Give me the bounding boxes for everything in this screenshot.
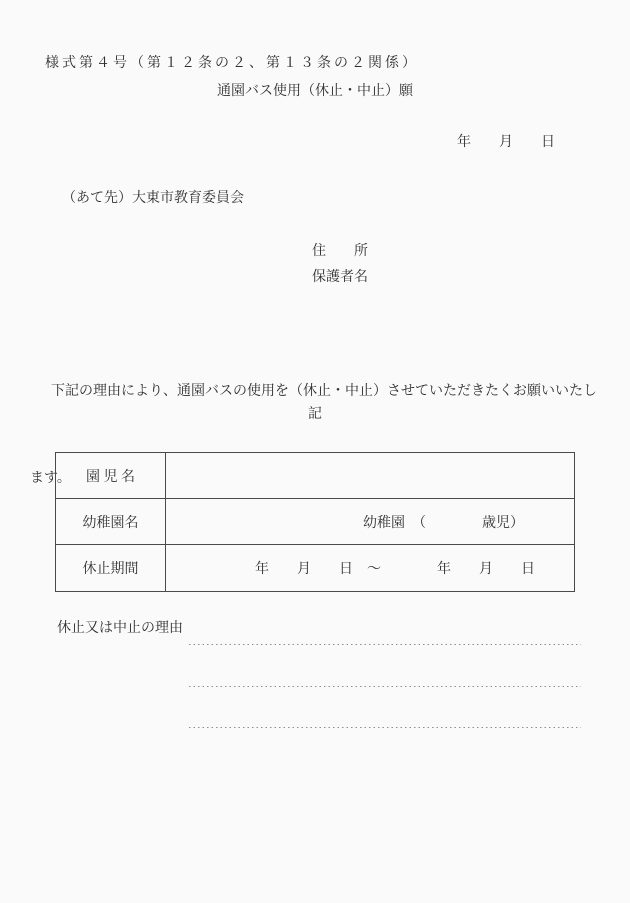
row-label: 休止期間 [56, 545, 166, 591]
addressee: （あて先）大東市教育委員会 [62, 191, 244, 206]
form-number: 様式第４号（第１２条の２、第１３条の２関係） [45, 56, 419, 71]
table-row-child-name [56, 453, 574, 499]
application-table [55, 452, 575, 592]
reason-dotted-line [189, 643, 581, 645]
row-label: 園 児 名 [56, 453, 166, 498]
body-paragraph-line: 下記の理由により、通園バスの使用を（休止・中止）させていただきたくお願いいたし [37, 384, 597, 399]
row-value-child-name [166, 453, 574, 498]
reason-dotted-line [189, 726, 581, 728]
section-marker-ki: 記 [308, 407, 322, 422]
date-line: 年 月 日 [457, 135, 555, 150]
guardian-name-label: 保護者名 [312, 270, 368, 285]
table-row-kindergarten-name [56, 499, 574, 545]
row-value-suspension-period: 年 月 日 ～ 年 月 日 [255, 562, 535, 577]
address-label: 住 所 [312, 244, 368, 259]
reason-dotted-line [189, 685, 581, 687]
row-label: 幼稚園名 [56, 499, 166, 544]
document-title: 通園バス使用（休止・中止）願 [217, 84, 413, 99]
row-value-kindergarten-name: 幼稚園 （ 歳児） [363, 515, 524, 531]
table-row-suspension-period [56, 545, 574, 591]
body-paragraph-line: ます。 [30, 471, 71, 486]
reason-label: 休止又は中止の理由 [57, 621, 183, 636]
